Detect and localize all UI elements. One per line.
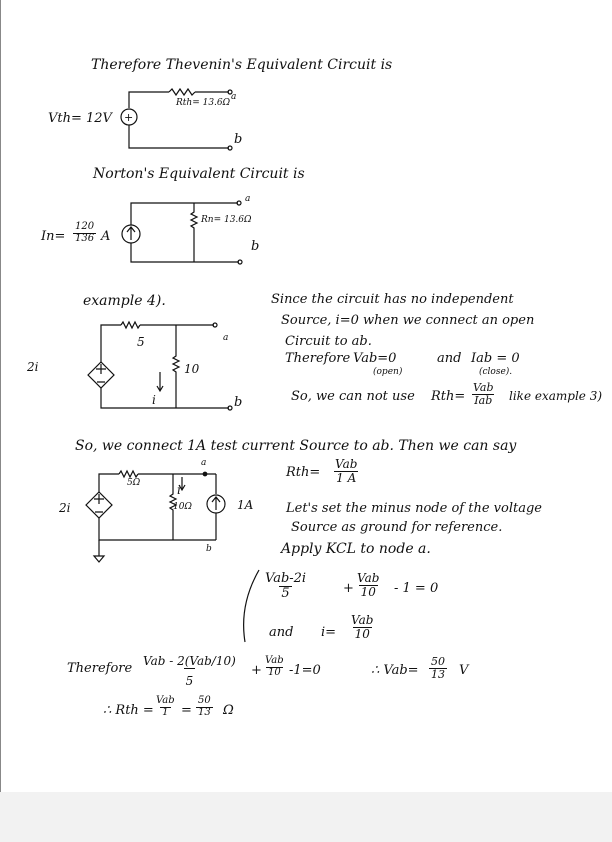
eq1-num2: Vab bbox=[357, 571, 380, 585]
result-big-num: Vab - 2(Vab/10) bbox=[143, 654, 236, 668]
example4-node-b: b bbox=[234, 395, 243, 410]
norton-rn: Rn= 13.6Ω bbox=[201, 215, 252, 225]
page-bottom-margin bbox=[0, 792, 612, 842]
result-rth-fraction bbox=[154, 696, 177, 718]
norton-in-unit: A bbox=[101, 229, 111, 244]
test-rth-label: Rth= bbox=[286, 465, 321, 480]
thevenin-node-b: b bbox=[234, 132, 243, 147]
thevenin-source-sign: + bbox=[124, 111, 134, 124]
test-rth-den: 1 A bbox=[336, 470, 357, 485]
example4-note-and: and bbox=[437, 351, 462, 366]
test-note1: Let's set the minus node of the voltage bbox=[286, 501, 542, 516]
example4-note-iab-sub: (close). bbox=[479, 367, 513, 377]
thevenin-heading: Therefore Thevenin's Equivalent Circuit is bbox=[91, 57, 393, 73]
result-vab-num: 50 bbox=[431, 655, 445, 668]
example4-title: example 4). bbox=[83, 293, 166, 309]
result-therefore: Therefore bbox=[67, 661, 133, 676]
example4-note-vab: Vab=0 bbox=[353, 351, 397, 366]
example4-note-line5-end: like example 3) bbox=[509, 389, 603, 403]
example4-note-iab: Iab = 0 bbox=[471, 351, 520, 366]
example4-dep-source: 2i bbox=[27, 360, 39, 374]
thevenin-vth: Vth= 12V bbox=[48, 111, 112, 126]
eq1-num: Vab-2i bbox=[265, 571, 307, 586]
norton-in-prefix: In= bbox=[41, 229, 66, 244]
example4-resistor-10: 10 bbox=[184, 362, 200, 376]
eq2-and: and bbox=[269, 625, 294, 640]
result-vab-unit: V bbox=[459, 663, 469, 678]
test-current-i: i bbox=[177, 483, 181, 497]
example4-note-rth-label: Rth= bbox=[431, 389, 466, 404]
example4-note-line1: Since the circuit has no independent bbox=[271, 292, 514, 307]
norton-node-b: b bbox=[251, 239, 260, 254]
test-source-line: So, we connect 1A test current Source to ab. Then we can say bbox=[75, 438, 517, 454]
result-rth-den: 1 bbox=[162, 706, 169, 718]
result-rth-value-fraction bbox=[196, 696, 213, 718]
eq1-den: 5 bbox=[281, 585, 290, 601]
result-rth-val-den: 13 bbox=[198, 706, 211, 718]
example4-note-line3: Circuit to ab. bbox=[285, 334, 372, 349]
eq2-num: Vab bbox=[351, 613, 374, 627]
test-rth-num: Vab bbox=[335, 457, 358, 471]
example4-resistor-5: 5 bbox=[137, 335, 145, 349]
test-source-1a: 1A bbox=[237, 498, 254, 512]
example4-note-vab-sub: (open) bbox=[373, 367, 403, 377]
test-kcl: Apply KCL to node a. bbox=[281, 541, 431, 557]
thevenin-rth: Rth= 13.6Ω bbox=[176, 98, 231, 108]
example4-note-line2: Source, i=0 when we connect an open bbox=[281, 313, 535, 328]
thevenin-node-a: a bbox=[231, 92, 237, 102]
example4-note-rth-den: Iab bbox=[474, 393, 493, 407]
result-rth-unit: Ω bbox=[223, 703, 234, 718]
result-rth-num: Vab bbox=[156, 695, 175, 706]
test-node-a: a bbox=[201, 458, 207, 468]
result-frac-num: Vab bbox=[265, 655, 284, 666]
result-big-den: 5 bbox=[184, 668, 196, 688]
result-frac-den: 10 bbox=[267, 666, 281, 678]
test-dep-source: 2i bbox=[59, 501, 71, 515]
example4-note-rth-num: Vab bbox=[473, 381, 494, 394]
result-rth-prefix: ∴ Rth = bbox=[103, 703, 154, 718]
eq2-den: 10 bbox=[354, 626, 370, 641]
test-note2: Source as ground for reference. bbox=[291, 520, 503, 535]
test-r1: 5Ω bbox=[127, 478, 141, 488]
result-rth-val-num: 50 bbox=[198, 695, 211, 706]
eq2-i: i= bbox=[321, 625, 337, 640]
norton-heading: Norton's Equivalent Circuit is bbox=[93, 166, 305, 182]
example4-note-line4: Therefore bbox=[285, 351, 351, 366]
equation-brace bbox=[1, 0, 612, 842]
eq1-fraction2 bbox=[355, 572, 381, 598]
eq1-plus: + bbox=[343, 581, 354, 596]
eq1-den2: 10 bbox=[360, 584, 376, 599]
example4-note-line5: So, we can not use bbox=[291, 389, 415, 404]
result-big-fraction bbox=[141, 655, 238, 687]
result-small-fraction bbox=[263, 656, 286, 678]
result-vab-fraction bbox=[429, 656, 447, 680]
norton-in-num: 120 bbox=[75, 221, 95, 232]
eq1-fraction1 bbox=[263, 572, 308, 600]
example4-node-a: a bbox=[223, 333, 229, 343]
result-plus: + bbox=[251, 663, 262, 678]
eq1-rest: - 1 = 0 bbox=[394, 581, 439, 596]
example4-current-i: i bbox=[152, 393, 156, 407]
test-node-b: b bbox=[206, 544, 212, 554]
result-rest: -1=0 bbox=[289, 663, 321, 678]
result-vab-label: ∴ Vab= bbox=[371, 663, 419, 678]
norton-in-den: 136 bbox=[75, 232, 95, 244]
norton-node-a: a bbox=[245, 194, 251, 204]
result-eq: = bbox=[181, 703, 192, 718]
result-vab-den: 13 bbox=[431, 667, 445, 681]
eq2-fraction bbox=[349, 614, 375, 640]
test-r2: 10Ω bbox=[173, 502, 192, 512]
